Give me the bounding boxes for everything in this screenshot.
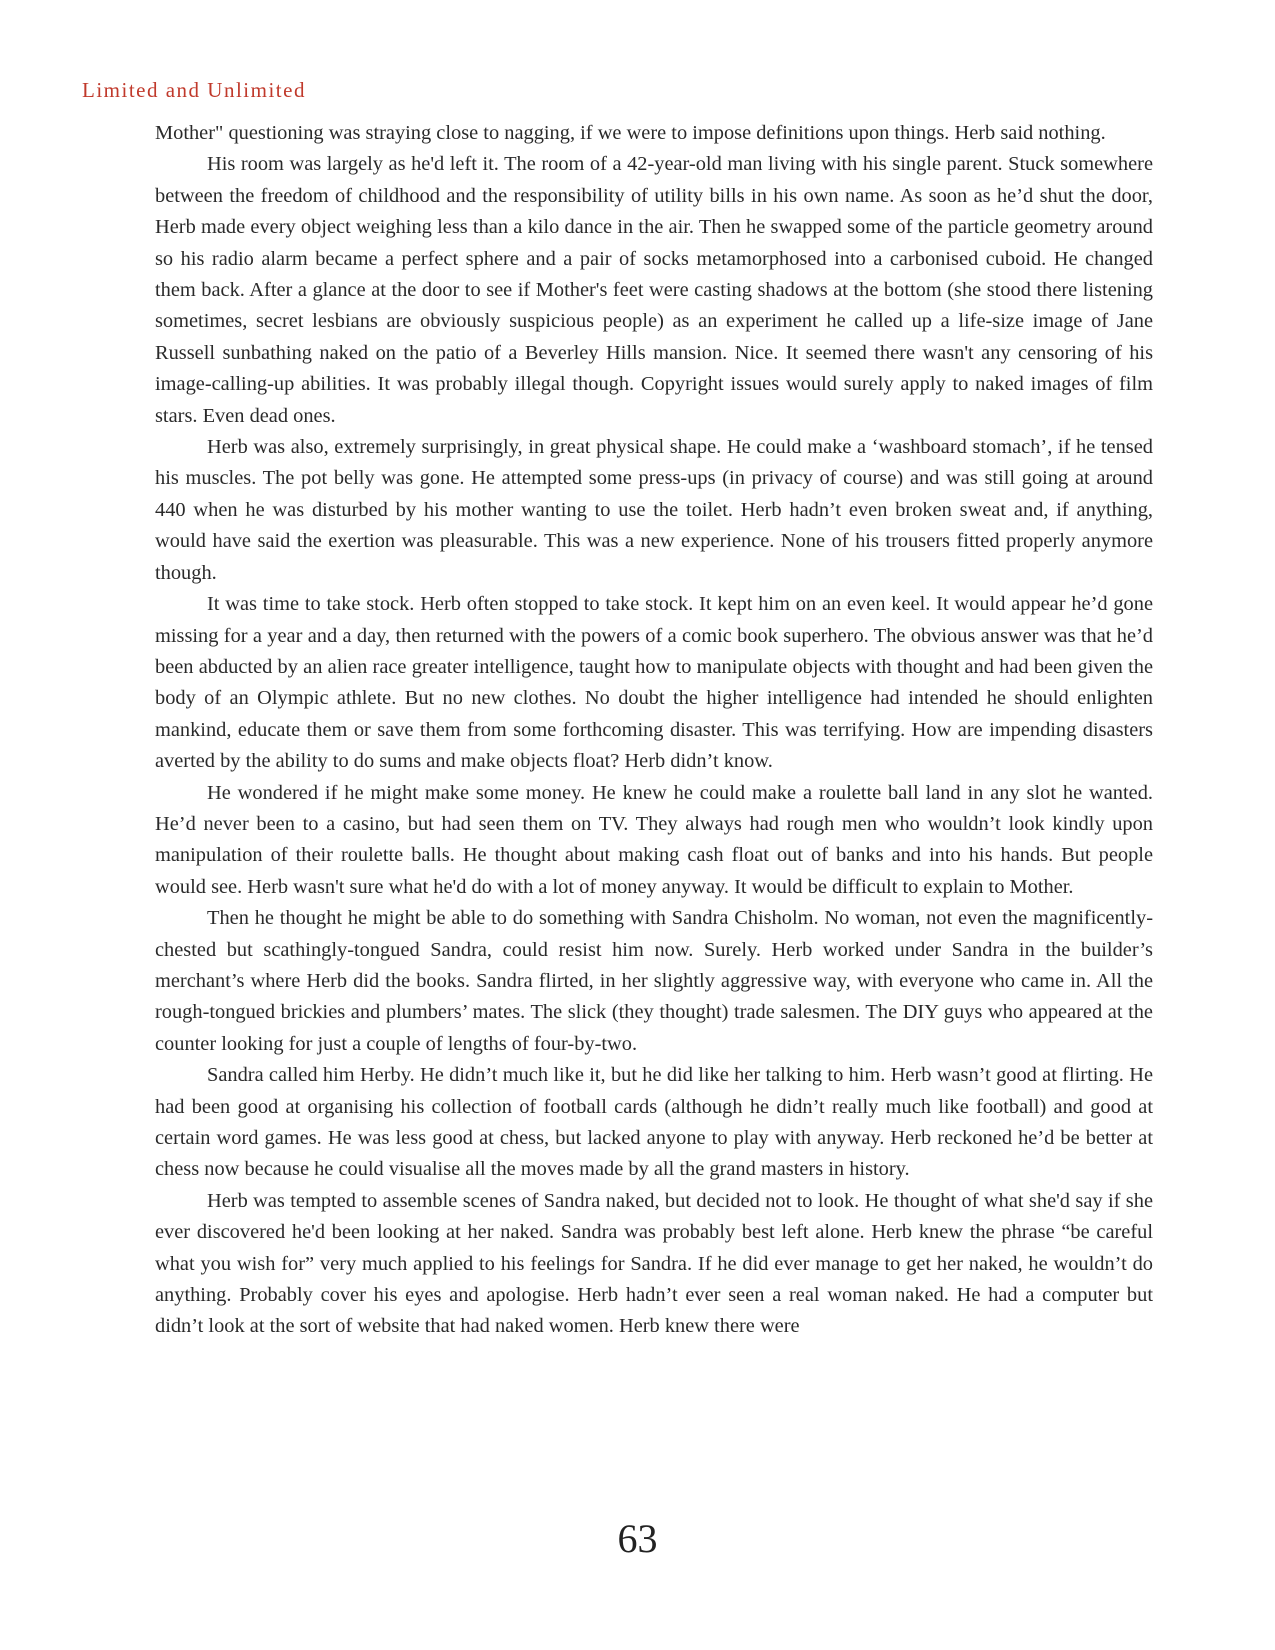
paragraph: Then he thought he might be able to do something with Sandra Chisholm. No woman, not even the magnificently-chested but scathingly-tongued Sandra, could resist him now. Surely. Herb worked under Sandra in the builder’s merchant’s where Herb did the books. Sandra flirted, in her slightly aggressive way, with everyone who came in. All the rough-tongued brickies and plumbers’ mates. The slick (they thought) trade salesmen. The DIY guys who appeared at the counter looking for just a couple of lengths of four-by-two. — [155, 907, 1153, 1055]
running-head-title: Limited and Unlimited — [82, 78, 306, 102]
paragraph: Sandra called him Herby. He didn’t much like it, but he did like her talking to him. Herb wasn’t good at flirting. He had been good at organising his collection of football cards (although he didn’t really much like football) and good at certain word games. He was less good at chess, but lacked anyone to play with anyway. Herb reckoned he’d be better at chess now because he could visualise all the moves made by all the grand masters in history. — [155, 1064, 1153, 1181]
page-number: 63 — [617, 1516, 658, 1561]
paragraph: Mother" questioning was straying close to nagging, if we were to impose definitions upon things. Herb said nothing. — [155, 122, 1106, 144]
body-text — [155, 118, 1153, 1343]
paragraph: It was time to take stock. Herb often stopped to take stock. It kept him on an even keel. It would appear he’d gone missing for a year and a day, then returned with the powers of a comic book superhero. The obvious answer was that he’d been abducted by an alien race greater intelligence, taught how to manipulate objects with thought and had been given the body of an Olympic athlete. But no new clothes. No doubt the higher intelligence had intended he should enlighten mankind, educate them or save them from some forthcoming disaster. This was terrifying. How are impending disasters averted by the ability to do sums and make objects float? Herb didn’t know. — [155, 593, 1153, 773]
paragraph: Herb was tempted to assemble scenes of Sandra naked, but decided not to look. He thought of what she'd say if she ever discovered he'd been looking at her naked. Sandra was probably best left alone. Herb knew the phrase “be careful what you wish for” very much applied to his feelings for Sandra. If he did ever manage to get her naked, he wouldn’t do anything. Probably cover his eyes and apologise. Herb hadn’t ever seen a real woman naked. He had a computer but didn’t look at the sort of website that had naked women. Herb knew there were — [155, 1189, 1153, 1338]
paragraph: His room was largely as he'd left it. The room of a 42-year-old man living with his single parent. Stuck somewhere between the freedom of childhood and the responsibility of utility bills in his own name. As soon as he’d shut the door, Herb made every object weighing less than a kilo dance in the air. Then he swapped some of the particle geometry around so his radio alarm became a perfect sphere and a pair of socks metamorphosed into a carbonised cuboid. He changed them back. After a glance at the door to see if Mother's feet were casting shadows at the bottom (she stood there listening sometimes, secret lesbians are obviously suspicious people) as an experiment he called up a life-size image of Jane Russell sunbathing naked on the patio of a Beverley Hills mansion. Nice. It seemed there wasn't any censoring of his image-calling-up abilities. It was probably illegal though. Copyright issues would surely apply to naked images of film stars. Even dead ones. — [155, 153, 1153, 427]
paragraph: Herb was also, extremely surprisingly, in great physical shape. He could make a ‘washboard stomach’, if he tensed his muscles. The pot belly was gone. He attempted some press-ups (in privacy of course) and was still going at around 440 when he was disturbed by his mother wanting to use the toilet. Herb hadn’t even broken sweat and, if anything, would have said the exertion was pleasurable. This was a new experience. None of his trousers fitted properly anymore though. — [155, 436, 1153, 584]
paragraph: He wondered if he might make some money. He knew he could make a roulette ball land in any slot he wanted. He’d never been to a casino, but had seen them on TV. They always had rough men who wouldn’t look kindly upon manipulation of their roulette balls. He thought about making cash float out of banks and into his hands. But people would see. Herb wasn't sure what he'd do with a lot of money anyway. It would be difficult to explain to Mother. — [155, 781, 1153, 898]
